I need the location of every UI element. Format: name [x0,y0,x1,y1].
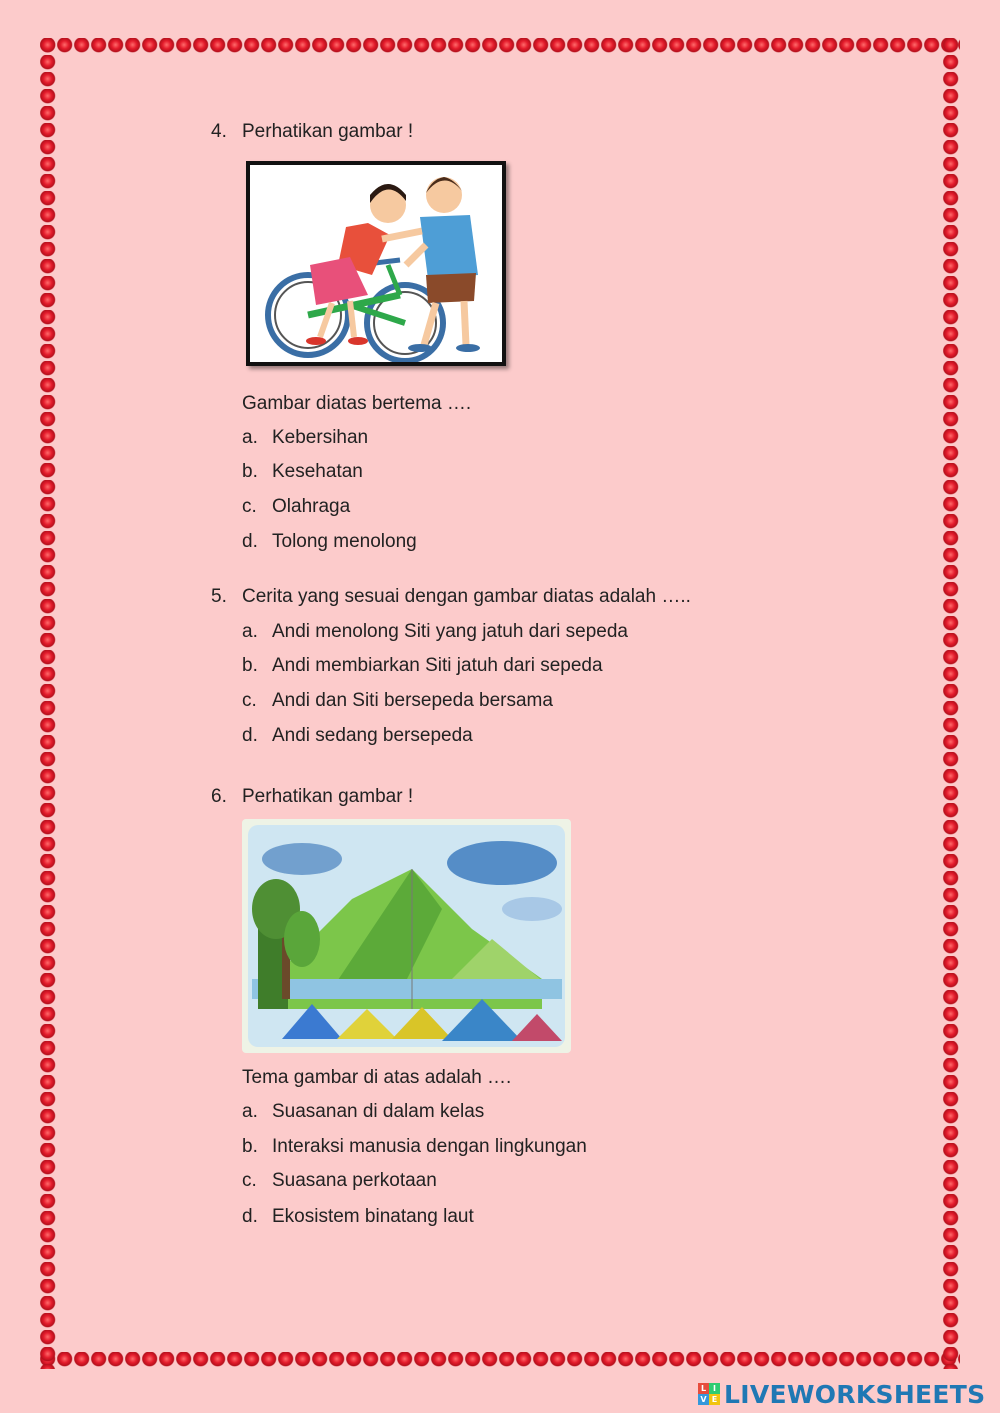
option-letter: d. [242,725,258,746]
question-prompt: Cerita yang sesuai dengan gambar diatas adalah ….. [242,586,691,607]
question-prompt: Perhatikan gambar ! [242,786,414,807]
children-bicycle-illustration [246,161,506,366]
logo-text: LIVEWORKSHEETS [724,1379,986,1409]
border-right [943,38,960,1369]
border-bottom [40,1352,960,1369]
option-text: Suasana perkotaan [272,1170,437,1191]
option-text: Interaksi manusia dengan lingkungan [272,1136,587,1157]
option-text: Suasanan di dalam kelas [272,1101,485,1122]
option-letter: d. [242,1206,258,1227]
option-letter: a. [242,1101,258,1122]
question-prompt: Perhatikan gambar ! [242,121,414,142]
border-left [40,38,57,1369]
option-letter: c. [242,690,257,711]
option-text: Andi sedang bersepeda [272,725,473,746]
option-letter: b. [242,461,258,482]
option-letter: b. [242,655,258,676]
option-text: Ekosistem binatang laut [272,1206,474,1227]
option-letter: a. [242,621,258,642]
option-letter: a. [242,427,258,448]
option-letter: c. [242,1170,257,1191]
option-text: Kebersihan [272,427,369,448]
option-letter: b. [242,1136,258,1157]
question-number: 4. [211,121,227,142]
question-number: 5. [211,586,227,607]
question-stem: Tema gambar di atas adalah …. [242,1067,512,1088]
logo-icon-letter: I [709,1383,720,1394]
option-text: Andi membiarkan Siti jatuh dari sepeda [272,655,603,676]
logo-icon-letter: E [709,1394,720,1405]
option-text: Andi dan Siti bersepeda bersama [272,690,553,711]
option-text: Kesehatan [272,461,363,482]
option-text: Andi menolong Siti yang jatuh dari sepeda [272,621,628,642]
logo-icon-letter: V [698,1394,709,1405]
logo-icon-letter: L [698,1383,709,1394]
option-text: Tolong menolong [272,531,417,552]
option-letter: c. [242,496,257,517]
option-text: Olahraga [272,496,351,517]
question-stem: Gambar diatas bertema …. [242,393,472,414]
liveworksheets-logo-icon [698,1383,720,1405]
option-letter: d. [242,531,258,552]
mountain-camping-illustration [242,819,571,1053]
liveworksheets-logo[interactable] [698,1379,985,1409]
border-top [40,38,960,55]
question-number: 6. [211,786,227,807]
